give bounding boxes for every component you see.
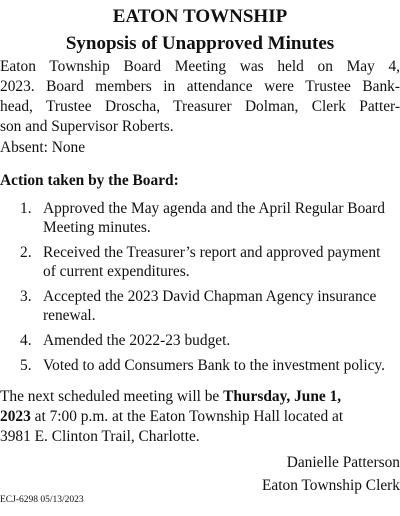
- action-item: [20, 331, 392, 350]
- action-text: Accepted the 2023 David Chapman Agency insurance renewal.: [43, 288, 377, 324]
- intro-line: son and Supervisor Roberts.: [0, 118, 174, 135]
- action-number: 5.: [20, 357, 32, 374]
- action-text: Received the Treasurer’s report and approved payment of current expenditures.: [43, 244, 381, 280]
- next-meeting-line: [0, 387, 400, 407]
- intro-line: 2023. Board members in attendance were Trustee Bank-: [0, 78, 400, 95]
- intro-line: head, Trustee Droscha, Treasurer Dolman, Clerk Patter-: [0, 98, 400, 115]
- next-meeting-paragraph: [0, 387, 400, 447]
- next-meeting-line: [0, 407, 400, 427]
- notice-subtitle: Synopsis of Unapproved Minutes: [65, 33, 335, 54]
- intro-line: Eaton Township Board Meeting was held on May 4,: [0, 58, 400, 75]
- next-meeting-time-location: at 7:00 p.m. at the Eaton Township Hall located at: [30, 408, 344, 425]
- action-list: [20, 199, 392, 381]
- action-number: 1.: [20, 200, 32, 217]
- publication-code: ECJ-6298 05/13/2023: [0, 495, 84, 505]
- action-text: Amended the 2022-23 budget.: [43, 332, 231, 349]
- action-text: Voted to add Consumers Bank to the investment policy.: [43, 357, 385, 374]
- action-number: 4.: [20, 332, 32, 349]
- action-item: [20, 356, 392, 375]
- next-meeting-address: 3981 E. Clinton Trail, Charlotte.: [0, 428, 200, 445]
- next-meeting-date: Thursday, June 1,: [223, 388, 342, 405]
- next-meeting-year: 2023: [0, 408, 31, 425]
- action-item: [20, 243, 392, 281]
- action-item: [20, 287, 392, 325]
- notice-title: EATON TOWNSHIP: [112, 6, 288, 27]
- action-item: [20, 199, 392, 237]
- action-heading: Action taken by the Board:: [0, 172, 179, 189]
- signer-title: Eaton Township Clerk: [262, 477, 400, 494]
- signer-name: Danielle Patterson: [286, 454, 400, 471]
- next-meeting-prefix: The next scheduled meeting will be: [0, 388, 224, 405]
- action-number: 2.: [20, 244, 32, 261]
- action-text: Approved the May agenda and the April Regular Board Meeting minutes.: [43, 200, 385, 236]
- action-number: 3.: [20, 288, 32, 305]
- meeting-intro-paragraph: [0, 57, 400, 137]
- absent-line: Absent: None: [0, 139, 86, 156]
